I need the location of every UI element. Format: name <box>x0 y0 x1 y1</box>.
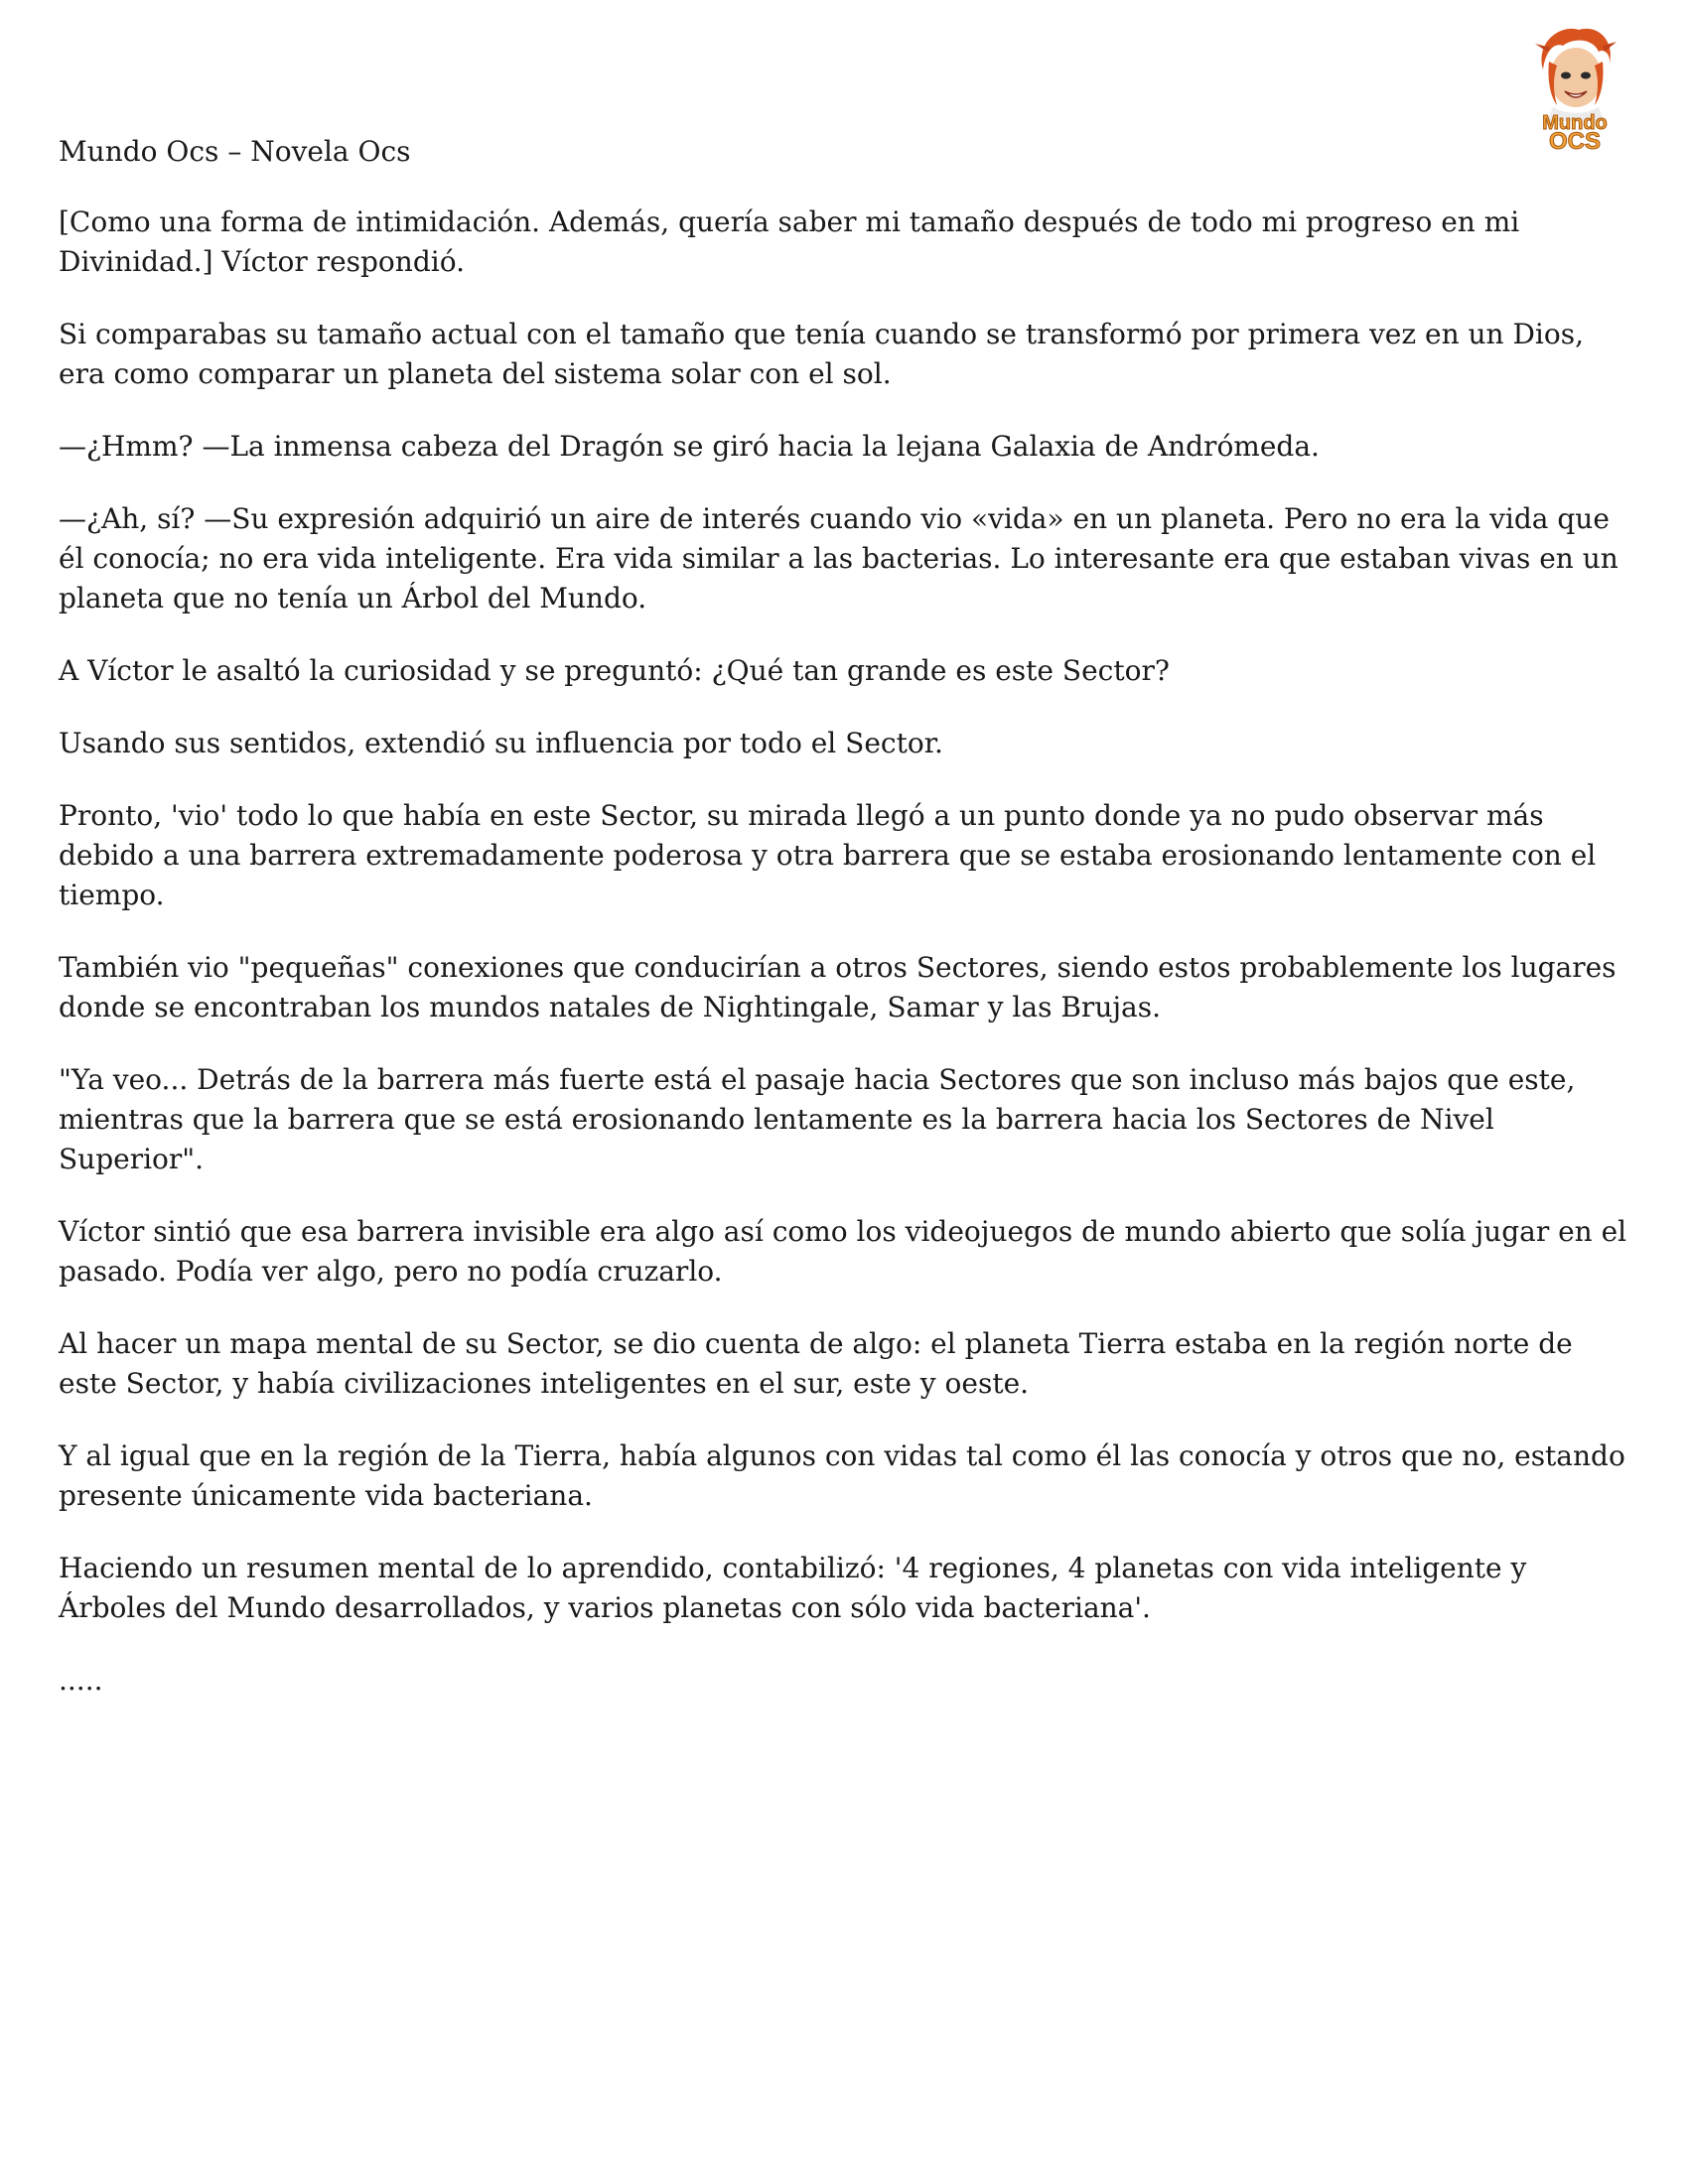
ellipsis-paragraph: ..... <box>59 1664 103 1697</box>
document-header-title: Mundo Ocs – Novela Ocs <box>59 135 411 168</box>
paragraph: —¿Hmm? —La inmensa cabeza del Dragón se giró hacia la lejana Galaxia de Andrómeda. <box>59 430 1320 463</box>
paragraph: A Víctor le asaltó la curiosidad y se preguntó: ¿Qué tan grande es este Sector? <box>59 654 1170 687</box>
paragraph: Al hacer un mapa mental de su Sector, se dio cuenta de algo: el planeta Tierra estaba en la región norte de este Sector, y había civilizaciones inteligentes en el sur, este y oeste. <box>59 1327 1573 1400</box>
paragraph: "Ya veo... Detrás de la barrera más fuerte está el pasaje hacia Sectores que son incluso más bajos que este, mientras que la barrera que se está erosionando lentamente es la barrera hacia los Sectores de Nivel Superior". <box>59 1063 1576 1175</box>
mundo-ocs-logo <box>1513 22 1636 153</box>
paragraph: [Como una forma de intimidación. Además, quería saber mi tamaño después de todo mi progreso en mi Divinidad.] Víctor respondió. <box>59 205 1520 278</box>
document-body <box>59 203 1637 1733</box>
paragraph: Pronto, 'vio' todo lo que había en este Sector, su mirada llegó a un punto donde ya no pudo observar más debido a una barrera extremadamente poderosa y otra barrera que se estaba erosionando lentamente con el tiempo. <box>59 799 1597 911</box>
paragraph: Usando sus sentidos, extendió su influencia por todo el Sector. <box>59 727 943 759</box>
paragraph: —¿Ah, sí? —Su expresión adquirió un aire de interés cuando vio «vida» en un planeta. Pero no era la vida que él conocía; no era vida inteligente. Era vida similar a las bacterias. Lo interesante era que estaban vivas en un planeta que no tenía un Árbol del Mundo. <box>59 502 1618 614</box>
paragraph: Y al igual que en la región de la Tierra, había algunos con vidas tal como él las conocía y otros que no, estando presente únicamente vida bacteriana. <box>59 1439 1625 1512</box>
paragraph: También vio "pequeñas" conexiones que conducirían a otros Sectores, siendo estos probablemente los lugares donde se encontraban los mundos natales de Nightingale, Samar y las Brujas. <box>59 951 1617 1024</box>
paragraph: Víctor sintió que esa barrera invisible era algo así como los videojuegos de mundo abierto que solía jugar en el pasado. Podía ver algo, pero no podía cruzarlo. <box>59 1215 1627 1288</box>
svg-text:Mundo: Mundo <box>1542 112 1608 134</box>
paragraph: Si comparabas su tamaño actual con el tamaño que tenía cuando se transformó por primera vez en un Dios, era como comparar un planeta del sistema solar con el sol. <box>59 318 1584 390</box>
paragraph: Haciendo un resumen mental de lo aprendido, contabilizó: '4 regiones, 4 planetas con vida inteligente y Árboles del Mundo desarrollados, y varios planetas con sólo vida bacteriana'. <box>59 1552 1527 1624</box>
svg-text:OCS: OCS <box>1548 128 1602 153</box>
